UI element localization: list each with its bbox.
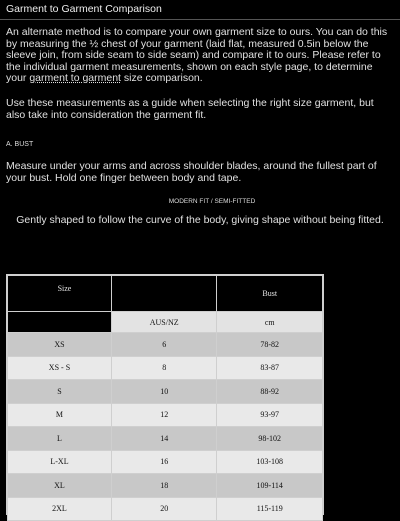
guide-paragraph: Use these measurements as a guide when selecting the right size garment, but also take into consideration the garment fit. [6, 96, 374, 121]
cell-size: 2XL [8, 497, 112, 521]
table-row [8, 380, 323, 404]
subheader-empty [8, 312, 112, 333]
cell-bust: 83-87 [217, 356, 323, 380]
bust-label: A. BUST [6, 141, 34, 149]
cell-bust: 98-102 [217, 427, 323, 451]
table-row [8, 427, 323, 451]
size-header: Size [8, 276, 112, 312]
cell-bust: 88-92 [217, 380, 323, 404]
size-table-container [6, 274, 324, 515]
table-header-row [8, 276, 323, 312]
ausnz-subheader: AUS/NZ [111, 312, 217, 333]
cell-bust: 93-97 [217, 403, 323, 427]
unit-subheader: cm [217, 312, 323, 333]
cell-size: S [8, 380, 112, 404]
fit-label: MODERN FIT / SEMI-FITTED [168, 198, 256, 206]
bust-header: Bust [217, 276, 323, 312]
garment-to-garment-link[interactable]: garment to garment [29, 72, 121, 85]
fit-description: Gently shaped to follow the curve of the body, giving shape without being fitted. [16, 214, 384, 227]
cell-bust: 109-114 [217, 474, 323, 498]
size-table [7, 275, 323, 521]
cell-bust: 115-119 [217, 497, 323, 521]
table-row [8, 474, 323, 498]
header-spacer [111, 276, 217, 312]
header-title: Garment to Garment Comparison [6, 3, 162, 15]
table-row [8, 333, 323, 357]
table-subheader-row [8, 312, 323, 333]
cell-ausnz: 18 [111, 474, 217, 498]
intro-paragraph [6, 27, 394, 85]
cell-ausnz: 16 [111, 450, 217, 474]
intro-text-after: size comparison. [120, 72, 203, 85]
cell-size: XS - S [8, 356, 112, 380]
cell-ausnz: 14 [111, 427, 217, 451]
table-row [8, 403, 323, 427]
cell-size: XS [8, 333, 112, 357]
bust-instruction: Measure under your arms and across shoulder blades, around the fullest part of your bust. Hold one finger between body and tape. [6, 160, 377, 184]
cell-ausnz: 10 [111, 380, 217, 404]
cell-bust: 103-108 [217, 450, 323, 474]
intro-text-before: An alternate method is to compare your own garment size to ours. You can do this by measuring the ½ chest of your garment (laid flat, measured 0.5in below the sleeve join, from side seam to side seam) and compare it to ours. Please refer to the individual garment measurements, shown on each style page, to determine your [6, 26, 388, 85]
cell-size: L-XL [8, 450, 112, 474]
cell-ausnz: 6 [111, 333, 217, 357]
cell-size: M [8, 403, 112, 427]
section-header [0, 0, 400, 20]
cell-size: L [8, 427, 112, 451]
table-row [8, 497, 323, 521]
table-row [8, 450, 323, 474]
cell-bust: 78-82 [217, 333, 323, 357]
cell-size: XL [8, 474, 112, 498]
cell-ausnz: 12 [111, 403, 217, 427]
table-row [8, 356, 323, 380]
cell-ausnz: 20 [111, 497, 217, 521]
cell-ausnz: 8 [111, 356, 217, 380]
